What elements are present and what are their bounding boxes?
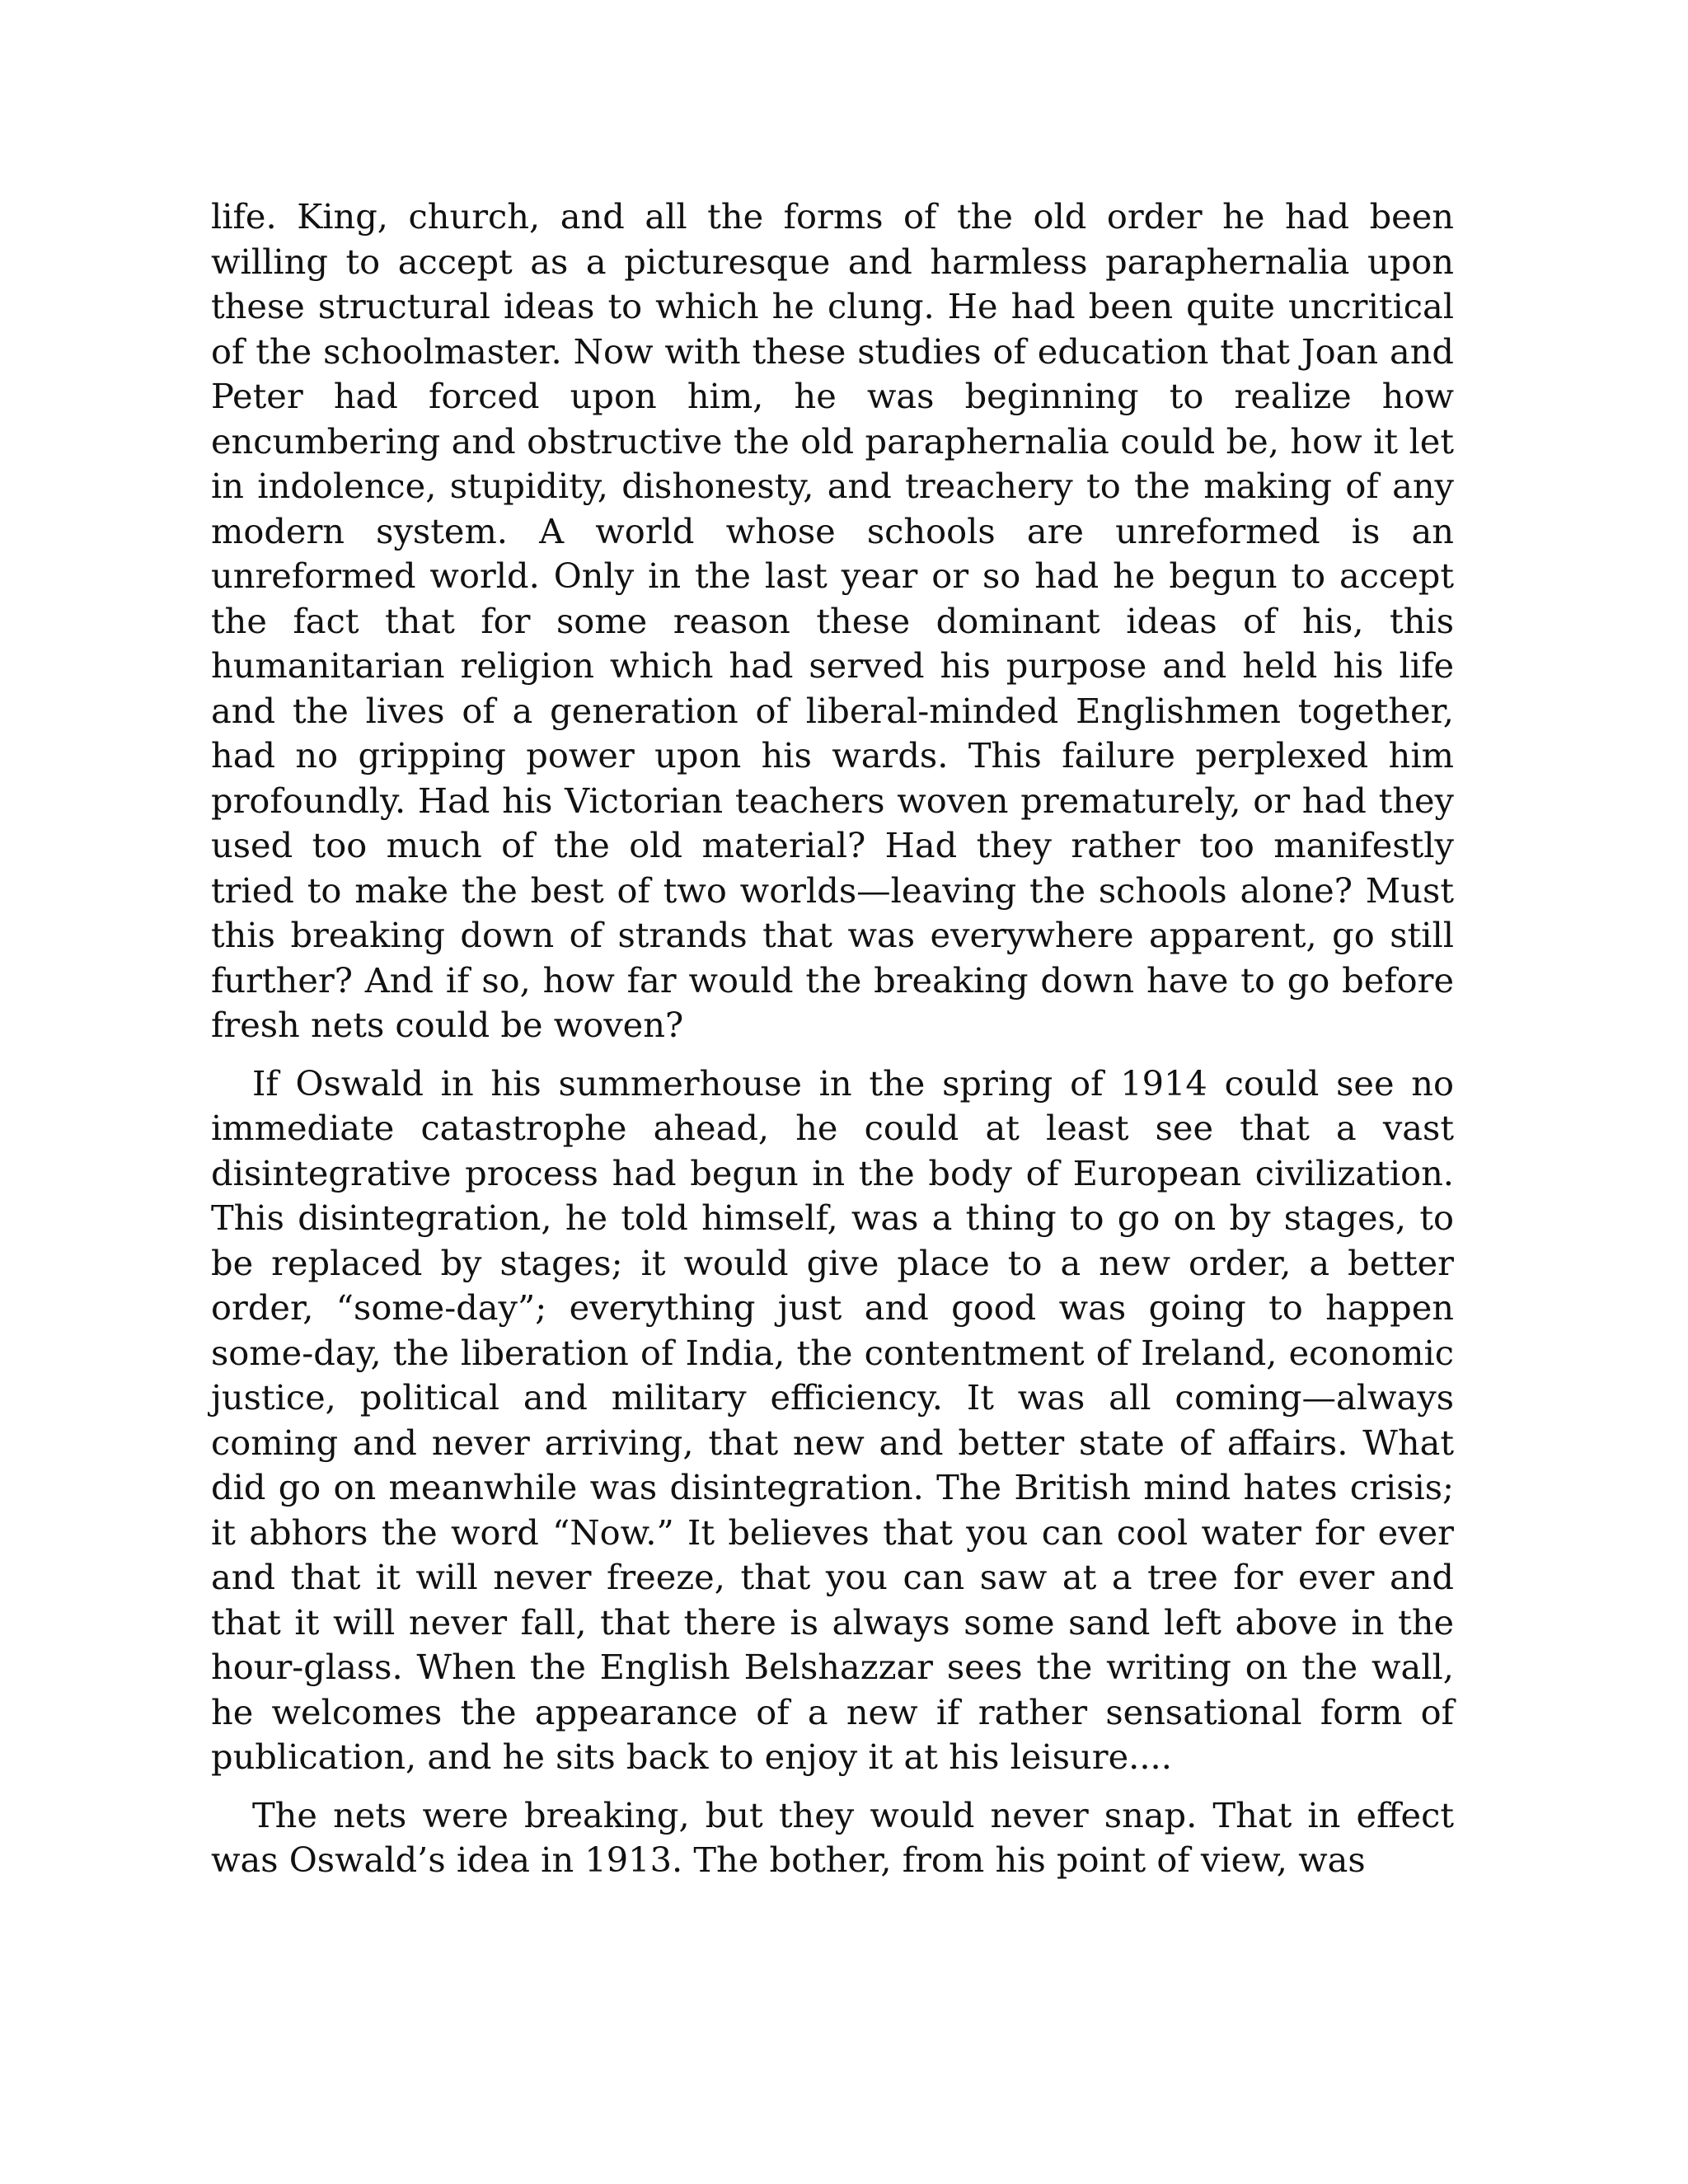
book-page-text: [211, 194, 1454, 1896]
paragraph-3: The nets were breaking, but they would never snap. That in effect was Oswald’s idea in 1913. The bother, from his point of view, was: [211, 1794, 1454, 1880]
paragraph-1: life. King, church, and all the forms of the old order he had been willing to accept as a picturesque and harmless paraphernalia upon these structural ideas to which he clung. He had been quite uncritical of the schoolmaster. Now with these studies of education that Joan and Peter had forced upon him, he was beginning to realize how encumbering and obstructive the old paraphernalia could be, how it let in indolence, stupidity, dishonesty, and treachery to the making of any modern system. A world whose schools are unreformed is an unreformed world. Only in the last year or so had he begun to accept the fact that for some reason these dominant ideas of his, this humanitarian religion which had served his purpose and held his life and the lives of a generation of liberal-minded Englishmen together, had no gripping power upon his wards. This failure perplexed him profoundly. Had his Victorian teachers woven prematurely, or had they used too much of the old material? Had they rather too manifestly tried to make the best of two worlds—leaving the schools alone? Must this breaking down of strands that was everywhere apparent, go still further? And if so, how far would the breaking down have to go before fresh nets could be woven?: [211, 196, 1454, 1045]
paragraph-2: If Oswald in his summerhouse in the spring of 1914 could see no immediate catastrophe ahead, he could at least see that a vast disintegrative process had begun in the body of European civilization. This disintegration, he told himself, was a thing to go on by stages, to be replaced by stages; it would give place to a new order, a better order, “some-day”; everything just and good was going to happen some-day, the liberation of India, the contentment of Ireland, economic justice, political and military efficiency. It was all coming—always coming and never arriving, that new and better state of affairs. What did go on meanwhile was disintegration. The British mind hates crisis; it abhors the word “Now.” It believes that you can cool water for ever and that it will never freeze, that you can saw at a tree for ever and that it will never fall, that there is always some sand left above in the hour-glass. When the English Belshazzar sees the writing on the wall, he welcomes the appearance of a new if rather sensational form of publication, and he sits back to enjoy it at his leisure....: [211, 1062, 1454, 1777]
